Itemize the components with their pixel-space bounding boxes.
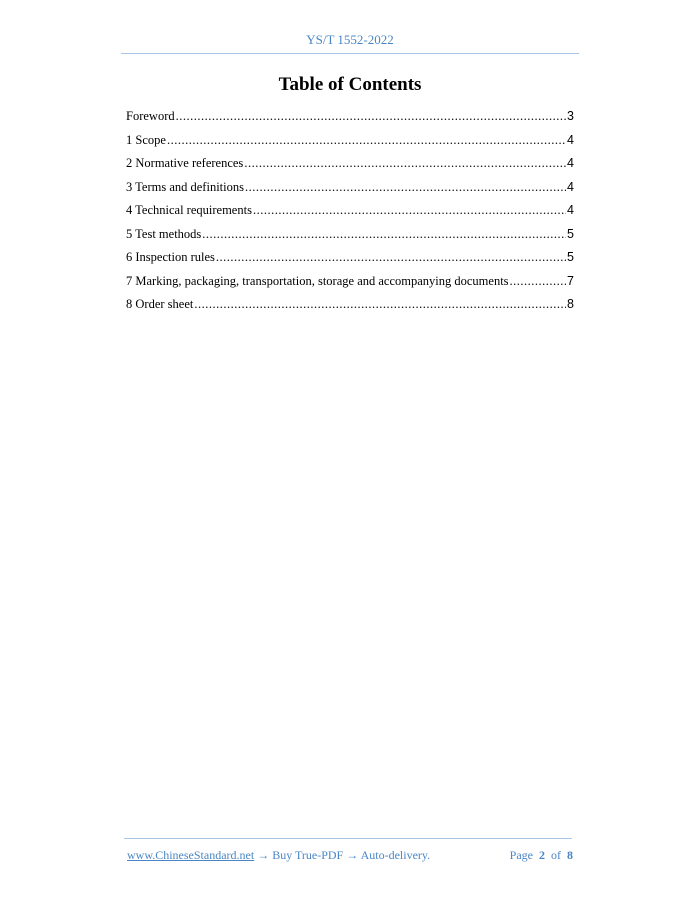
toc-entry-label: 7 Marking, packaging, transportation, storage and accompanying documents (126, 273, 509, 288)
arrow-right-icon: → (346, 848, 359, 862)
toc-dot-leader (253, 202, 566, 218)
header-divider (121, 53, 579, 54)
toc-entry-label: Foreword (126, 109, 175, 123)
toc-dot-leader (194, 296, 566, 312)
toc-entry-label: 8 Order sheet (126, 297, 194, 311)
toc-entry-label: 1 Scope (126, 132, 166, 147)
auto-delivery-text: Auto-delivery. (360, 848, 431, 862)
toc-list (126, 108, 574, 320)
toc-dot-leader (167, 132, 566, 148)
toc-entry-scope[interactable] (126, 132, 574, 156)
page-total: 8 (567, 848, 573, 862)
toc-entry-page: 4 (567, 132, 574, 147)
toc-entry-page: 7 (567, 273, 574, 288)
toc-entry-page: 4 (567, 179, 574, 194)
toc-entry-foreword[interactable] (126, 108, 574, 132)
toc-entry-normative-references[interactable] (126, 155, 574, 179)
header-doc-code: YS/T 1552-2022 (306, 32, 394, 47)
toc-entry-marking-packaging[interactable] (126, 273, 574, 297)
buy-true-pdf-text: Buy True-PDF (272, 848, 344, 862)
page-word: Page (509, 848, 533, 862)
toc-entry-page: 8 (567, 297, 574, 311)
toc-entry-page: 4 (567, 203, 574, 217)
toc-title: Table of Contents (278, 74, 422, 95)
page-current: 2 (539, 848, 545, 862)
toc-dot-leader (510, 273, 567, 289)
toc-entry-label: 3 Terms and definitions (126, 179, 244, 194)
arrow-right-icon: → (257, 848, 270, 862)
toc-entry-terms-definitions[interactable] (126, 179, 574, 203)
toc-entry-label: 4 Technical requirements (126, 203, 252, 217)
toc-entry-order-sheet[interactable] (126, 296, 574, 320)
toc-entry-page: 5 (567, 250, 574, 264)
toc-entry-technical-requirements[interactable] (126, 202, 574, 226)
toc-entry-inspection-rules[interactable] (126, 249, 574, 273)
toc-dot-leader (216, 249, 566, 265)
footer-divider (124, 838, 572, 839)
footer-promo (127, 848, 430, 863)
toc-dot-leader (244, 155, 566, 171)
of-word: of (551, 848, 561, 862)
site-link[interactable]: www.ChineseStandard.net (127, 848, 255, 862)
page-number (510, 848, 573, 863)
toc-entry-page: 5 (567, 226, 574, 241)
toc-entry-label: 5 Test methods (126, 226, 202, 241)
toc-entry-page: 3 (567, 109, 574, 123)
toc-dot-leader (202, 226, 566, 242)
toc-dot-leader (245, 179, 566, 195)
toc-dot-leader (176, 108, 566, 124)
toc-entry-page: 4 (567, 156, 574, 170)
toc-entry-label: 2 Normative references (126, 156, 244, 170)
toc-entry-label: 6 Inspection rules (126, 250, 215, 264)
toc-entry-test-methods[interactable] (126, 226, 574, 250)
